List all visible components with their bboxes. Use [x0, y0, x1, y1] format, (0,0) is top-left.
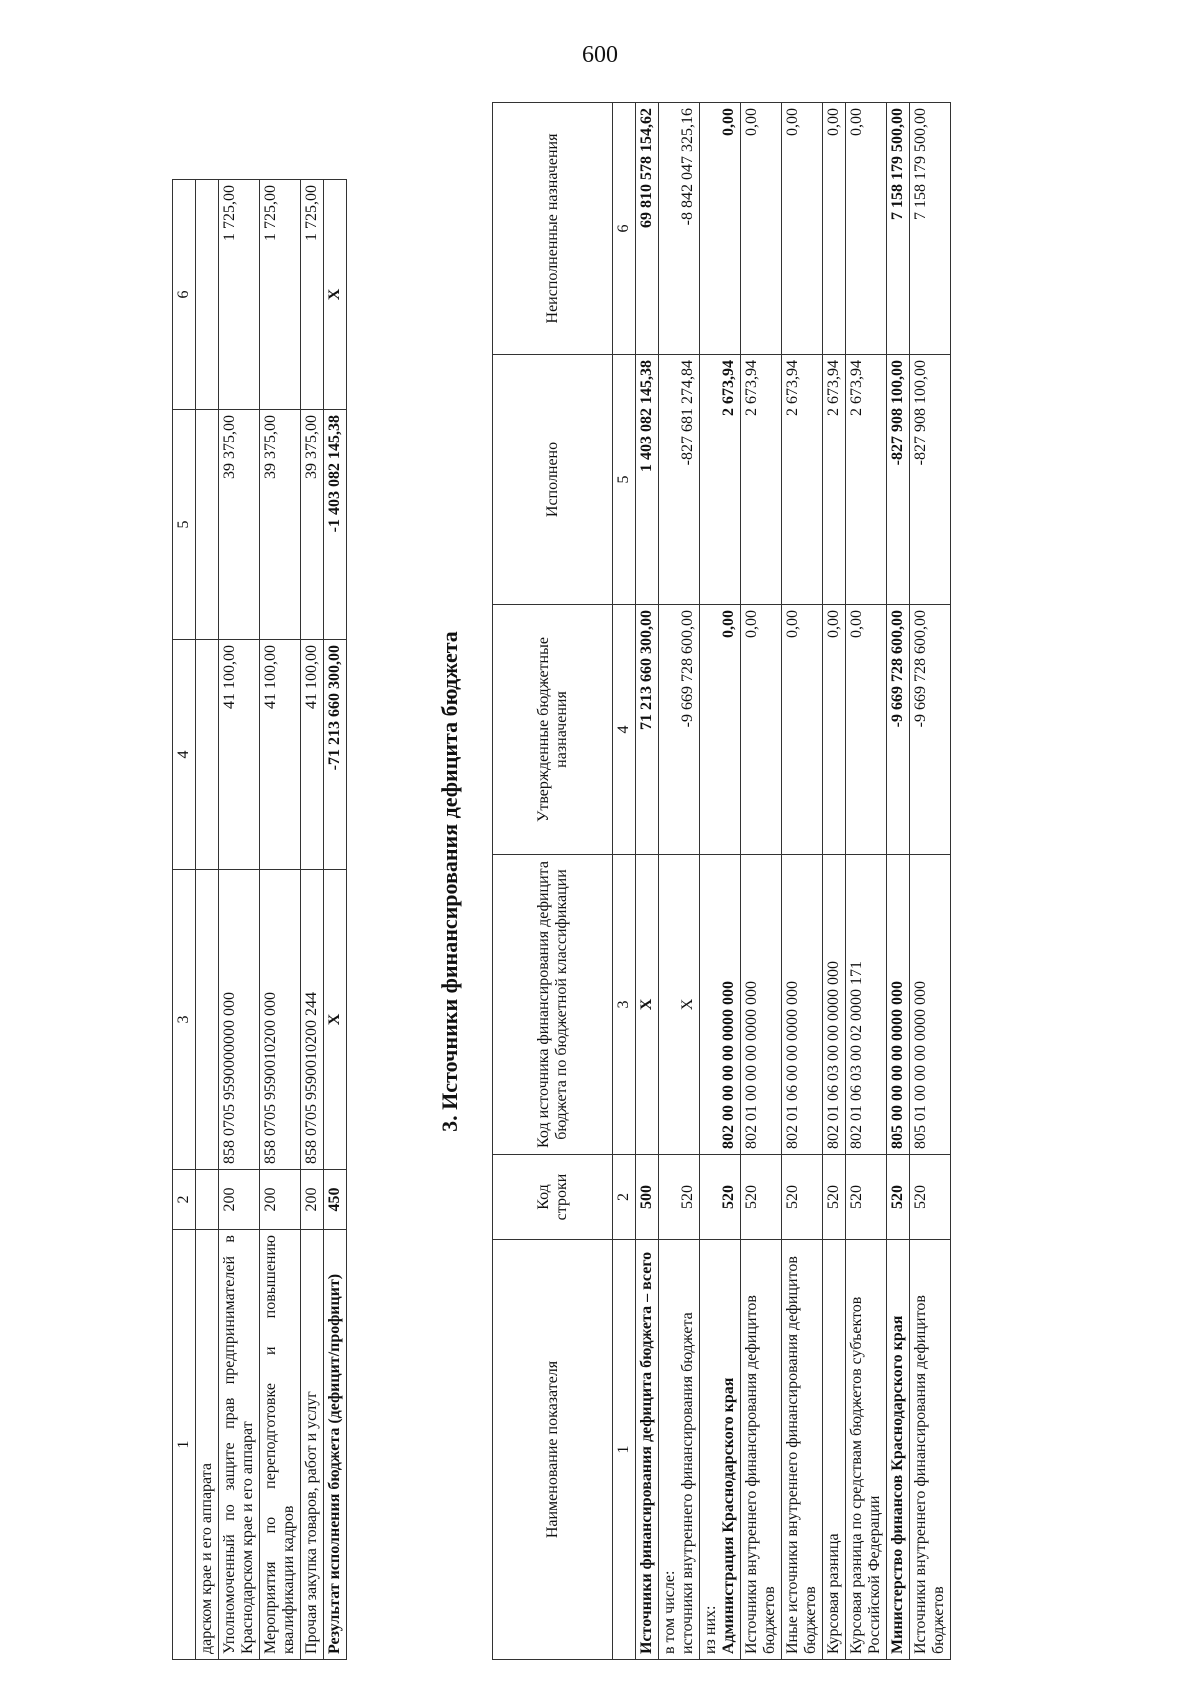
- indicator-name: дарском крае и его аппарата: [196, 1230, 219, 1660]
- budget-classification-code: [196, 870, 219, 1170]
- unexecuted-value: 0,00: [846, 103, 887, 355]
- executed-value: -827 681 274,84: [659, 355, 700, 605]
- unexecuted-value: 0,00: [741, 103, 782, 355]
- table1-body: [173, 180, 347, 1660]
- budget-execution-table-continued: [172, 179, 347, 1660]
- indicator-cell: [823, 1240, 846, 1660]
- header-indicator-name: Наименование показателя: [493, 1240, 613, 1660]
- line-code: 200: [301, 1170, 324, 1230]
- approved-value: 41 100,00: [219, 640, 260, 870]
- approved-value: 0,00: [700, 605, 741, 855]
- table-row: [887, 103, 910, 1660]
- header-source-code: Код источника финансирования дефицита бюджета по бюджетной классификации: [493, 855, 613, 1155]
- col-number: 3: [613, 855, 636, 1155]
- header-approved: Утвержденные бюджетные назначения: [493, 605, 613, 855]
- indicator-cell: [910, 1240, 951, 1660]
- indicator-name: Курсовая разница: [825, 1533, 842, 1654]
- executed-value: 2 673,94: [846, 355, 887, 605]
- indicator-name: Источники финансирования дефицита бюджета – всего: [638, 1251, 655, 1654]
- col-number: 1: [173, 1230, 196, 1660]
- indicator-name: Курсовая разница по средствам бюджетов субъектов Российской Федерации: [848, 1296, 883, 1654]
- table-row: [196, 180, 219, 1660]
- approved-value: -9 669 728 600,00: [887, 605, 910, 855]
- approved-value: -9 669 728 600,00: [910, 605, 951, 855]
- indicator-cell: [636, 1240, 659, 1660]
- executed-value: 39 375,00: [260, 410, 301, 640]
- source-classification-code: 802 01 06 00 00 0000 000: [782, 855, 823, 1155]
- unexecuted-value: X: [324, 180, 347, 410]
- line-code: 200: [219, 1170, 260, 1230]
- executed-value: -827 908 100,00: [887, 355, 910, 605]
- line-code: 520: [846, 1155, 887, 1240]
- col-number: 3: [173, 870, 196, 1170]
- executed-value: [196, 410, 219, 640]
- table-row: [324, 180, 347, 1660]
- indicator-cell: [846, 1240, 887, 1660]
- table1-column-numbers: [173, 180, 196, 1660]
- indicator-name: Мероприятия по переподготовке и повышению квалификации кадров: [260, 1230, 301, 1660]
- source-classification-code: 802 01 06 03 00 00 0000 000: [823, 855, 846, 1155]
- table2-header-row: [493, 103, 613, 1660]
- section-title: 3. Источники финансирования дефицита бюджета: [437, 631, 462, 1132]
- indicator-cell: [782, 1240, 823, 1660]
- col-number: 4: [613, 605, 636, 855]
- executed-value: 39 375,00: [301, 410, 324, 640]
- indicator-cell: [887, 1240, 910, 1660]
- header-unexecuted: Неисполненные назначения: [493, 103, 613, 355]
- line-code: [196, 1170, 219, 1230]
- approved-value: -71 213 660 300,00: [324, 640, 347, 870]
- indicator-cell: [700, 1240, 741, 1660]
- col-number: 2: [613, 1155, 636, 1240]
- line-code: 520: [910, 1155, 951, 1240]
- line-code: 520: [887, 1155, 910, 1240]
- line-code: 500: [636, 1155, 659, 1240]
- indicator-name: Результат исполнения бюджета (дефицит/профицит): [324, 1230, 347, 1660]
- unexecuted-value: 0,00: [823, 103, 846, 355]
- approved-value: 41 100,00: [260, 640, 301, 870]
- executed-value: 39 375,00: [219, 410, 260, 640]
- indicator-name: Источники внутреннего финансирования дефицитов бюджетов: [743, 1295, 778, 1654]
- source-classification-code: 802 01 06 03 00 02 0000 171: [846, 855, 887, 1155]
- page-number: 600: [582, 42, 618, 68]
- col-number: 6: [613, 103, 636, 355]
- unexecuted-value: 69 810 578 154,62: [636, 103, 659, 355]
- unexecuted-value: -8 842 047 325,16: [659, 103, 700, 355]
- budget-classification-code: 858 0705 9590010200 000: [260, 870, 301, 1170]
- executed-value: 2 673,94: [700, 355, 741, 605]
- col-number: 1: [613, 1240, 636, 1660]
- line-code: 520: [782, 1155, 823, 1240]
- unexecuted-value: 1 725,00: [260, 180, 301, 410]
- indicator-name: Министерство финансов Краснодарского края: [889, 1315, 906, 1654]
- source-classification-code: X: [659, 855, 700, 1155]
- deficit-financing-sources-table: [492, 102, 951, 1660]
- executed-value: -1 403 082 145,38: [324, 410, 347, 640]
- col-number: 2: [173, 1170, 196, 1230]
- unexecuted-value: 1 725,00: [219, 180, 260, 410]
- budget-classification-code: 858 0705 9590000000 000: [219, 870, 260, 1170]
- line-code: 200: [260, 1170, 301, 1230]
- table-row: [846, 103, 887, 1660]
- line-code: 520: [823, 1155, 846, 1240]
- line-code: 520: [700, 1155, 741, 1240]
- table-row: [659, 103, 700, 1660]
- budget-classification-code: 858 0705 9590010200 244: [301, 870, 324, 1170]
- line-code: 520: [659, 1155, 700, 1240]
- table-row: [636, 103, 659, 1660]
- executed-value: 2 673,94: [741, 355, 782, 605]
- table-row: [782, 103, 823, 1660]
- table-row: [219, 180, 260, 1660]
- table-row: [910, 103, 951, 1660]
- approved-value: 0,00: [846, 605, 887, 855]
- line-code: 520: [741, 1155, 782, 1240]
- source-classification-code: X: [636, 855, 659, 1155]
- table2-body: [493, 103, 951, 1660]
- rotated-content: [172, 103, 1107, 1660]
- table-row: [741, 103, 782, 1660]
- approved-value: 0,00: [782, 605, 823, 855]
- source-classification-code: 805 00 00 00 00 0000 000: [887, 855, 910, 1155]
- row-prefix: из них:: [702, 1605, 719, 1654]
- approved-value: 0,00: [823, 605, 846, 855]
- table2-column-numbers: [613, 103, 636, 1660]
- col-number: 4: [173, 640, 196, 870]
- col-number: 5: [613, 355, 636, 605]
- line-code: 450: [324, 1170, 347, 1230]
- unexecuted-value: 1 725,00: [301, 180, 324, 410]
- indicator-name: Уполномоченный по защите прав предпринимателей в Краснодарском крае и его аппарат: [219, 1230, 260, 1660]
- approved-value: 41 100,00: [301, 640, 324, 870]
- source-classification-code: 802 00 00 00 00 0000 000: [700, 855, 741, 1155]
- indicator-name: Прочая закупка товаров, работ и услуг: [301, 1230, 324, 1660]
- executed-value: 2 673,94: [823, 355, 846, 605]
- indicator-name: источники внутреннего финансирования бюджета: [679, 1312, 696, 1654]
- header-executed: Исполнено: [493, 355, 613, 605]
- executed-value: -827 908 100,00: [910, 355, 951, 605]
- budget-classification-code: X: [324, 870, 347, 1170]
- indicator-name: Источники внутреннего финансирования дефицитов бюджетов: [912, 1295, 947, 1654]
- col-number: 6: [173, 180, 196, 410]
- executed-value: 1 403 082 145,38: [636, 355, 659, 605]
- executed-value: 2 673,94: [782, 355, 823, 605]
- row-prefix: в том числе:: [661, 1570, 678, 1654]
- approved-value: [196, 640, 219, 870]
- approved-value: 0,00: [741, 605, 782, 855]
- table-row: [823, 103, 846, 1660]
- indicator-name: Иные источники внутреннего финансирования дефицитов бюджетов: [784, 1256, 819, 1654]
- table-row: [301, 180, 324, 1660]
- source-classification-code: 802 01 00 00 00 0000 000: [741, 855, 782, 1155]
- table-row: [260, 180, 301, 1660]
- unexecuted-value: 0,00: [782, 103, 823, 355]
- unexecuted-value: 7 158 179 500,00: [910, 103, 951, 355]
- source-classification-code: 805 01 00 00 00 0000 000: [910, 855, 951, 1155]
- unexecuted-value: [196, 180, 219, 410]
- approved-value: -9 669 728 600,00: [659, 605, 700, 855]
- indicator-cell: [659, 1240, 700, 1660]
- indicator-name: Администрация Краснодарского края: [720, 1377, 737, 1654]
- header-line-code: Код строки: [493, 1155, 613, 1240]
- unexecuted-value: 0,00: [700, 103, 741, 355]
- col-number: 5: [173, 410, 196, 640]
- approved-value: 71 213 660 300,00: [636, 605, 659, 855]
- indicator-cell: [741, 1240, 782, 1660]
- table-row: [700, 103, 741, 1660]
- unexecuted-value: 7 158 179 500,00: [887, 103, 910, 355]
